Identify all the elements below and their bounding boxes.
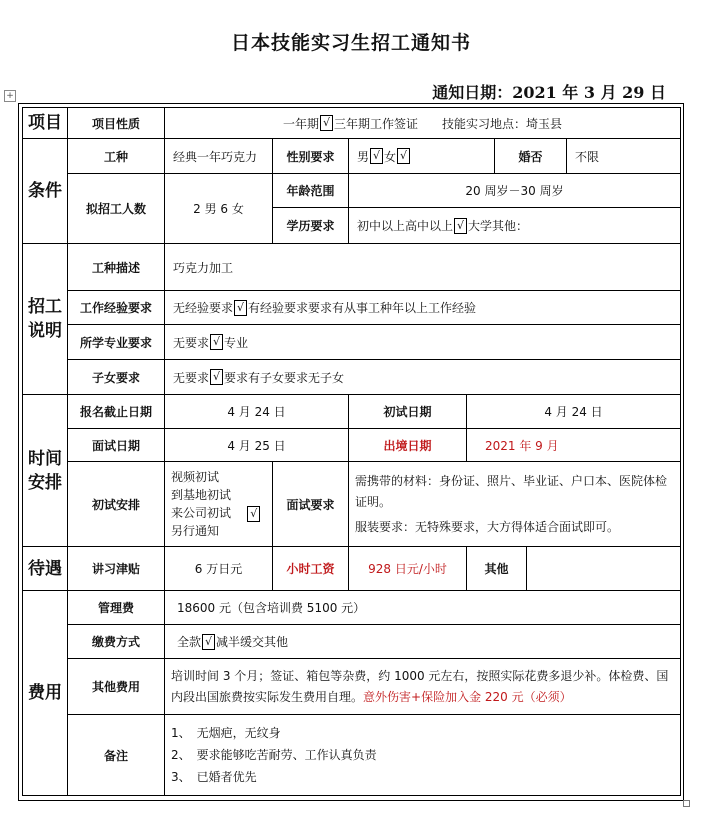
arrangement-options	[164, 461, 272, 546]
headcount-value: 2 男 6 女	[164, 173, 272, 243]
interview-req-value	[348, 461, 680, 546]
interview-req-label: 面试要求	[272, 461, 348, 546]
marriage-label: 婚否	[494, 139, 566, 173]
hourly-wage-value: 928 日元/小时	[348, 547, 466, 590]
note-item: 2、 要求能够吃苦耐劳、工作认真负责	[171, 748, 377, 762]
table-resize-handle-icon[interactable]	[683, 800, 690, 807]
arrangement-option-text: 来公司初试	[171, 506, 232, 520]
gender-value	[348, 139, 494, 173]
departure-date-label: 出境日期	[348, 428, 466, 461]
checkbox-icon[interactable]: √	[370, 148, 383, 164]
other-treatment-label: 其他	[466, 547, 526, 590]
other-fees-value	[164, 658, 680, 714]
departure-date-value: 2021 年 9 月	[466, 428, 680, 461]
section-label-fees: 费用	[28, 683, 62, 703]
section-label-description: 招工 说明	[28, 297, 62, 341]
notes-value	[164, 714, 680, 795]
term-three-year-location-text: 三年期工作签证 技能实习地点：埼玉县	[334, 116, 563, 131]
education-options-text: 初中以上高中以上	[357, 219, 454, 233]
management-fee-value: 18600 元（包含培训费 5100 元）	[164, 591, 680, 624]
table-move-handle-icon[interactable]: +	[4, 90, 16, 102]
note-item: 3、 已婚者优先	[171, 770, 257, 784]
checkbox-icon[interactable]: √	[397, 148, 410, 164]
children-required-text: 要求有子女要求无子女	[224, 370, 345, 385]
arrangement-option: 另行通知	[171, 524, 220, 538]
job-desc-label: 工种描述	[67, 244, 164, 290]
children-none-text: 无要求	[173, 370, 210, 385]
recruitment-table	[18, 103, 684, 801]
insurance-fee-text: 意外伤害+保险加入金 220 元（必须）	[363, 689, 572, 704]
payment-other-text: 减半缓交其他	[216, 635, 289, 649]
section-project	[22, 107, 681, 139]
gender-male-text: 男	[357, 149, 370, 164]
section-treatment	[22, 546, 681, 591]
arrangement-option: 到基地初试	[171, 488, 232, 502]
interview-materials-text: 需携带的材料：身份证、照片、毕业证、户口本、医院体检证明。	[355, 473, 668, 509]
note-item: 1、 无烟疤，无纹身	[171, 726, 281, 740]
education-label: 学历要求	[272, 207, 348, 243]
checkbox-icon[interactable]: √	[320, 115, 333, 131]
section-label-schedule: 时间 安排	[28, 448, 62, 493]
management-fee-label: 管理费	[67, 591, 164, 624]
major-none-text: 无要求	[173, 335, 210, 350]
education-other-text: 大学其他：	[468, 219, 529, 233]
job-desc-value: 巧克力加工	[164, 244, 680, 290]
section-label-treatment: 待遇	[28, 558, 62, 579]
headcount-label: 拟招工人数	[67, 173, 164, 243]
other-fees-text: 培训时间 3 个月；签证、箱包等杂费，约 1000 元左右，按照实际花费多退少补。体检费、国内段出国旅费按实际发生费用自理。	[171, 668, 669, 704]
job-type-label: 工种	[67, 139, 164, 173]
gender-label: 性别要求	[272, 139, 348, 173]
term-one-year-text: 一年期	[282, 116, 319, 131]
section-fees	[22, 590, 681, 796]
section-schedule	[22, 394, 681, 547]
notice-date: 通知日期：2021 年 3 月 29 日	[432, 83, 666, 102]
checkbox-icon[interactable]: √	[210, 369, 223, 385]
education-value	[348, 207, 680, 243]
payment-method-value	[164, 624, 680, 658]
document-title: 日本技能实习生招工通知书	[230, 32, 471, 54]
checkbox-icon[interactable]: √	[247, 506, 260, 522]
marriage-value: 不限	[566, 139, 680, 173]
notes-label: 备注	[67, 714, 164, 795]
age-value: 20 周岁－30 周岁	[348, 173, 680, 207]
payment-method-label: 缴费方式	[67, 624, 164, 658]
first-test-date-value: 4 月 24 日	[466, 395, 680, 428]
interview-date-value: 4 月 25 日	[164, 428, 348, 461]
children-label: 子女要求	[67, 359, 164, 394]
interview-date-label: 面试日期	[67, 428, 164, 461]
deadline-value: 4 月 24 日	[164, 395, 348, 428]
section-conditions	[22, 138, 681, 244]
deadline-label: 报名截止日期	[67, 395, 164, 428]
checkbox-icon[interactable]: √	[454, 218, 467, 234]
experience-value	[164, 290, 680, 324]
job-type-value: 经典一年巧克力	[164, 139, 272, 173]
gender-female-text: 女	[384, 149, 397, 164]
section-label-conditions: 条件	[28, 181, 62, 201]
children-value	[164, 359, 680, 394]
age-label: 年龄范围	[272, 173, 348, 207]
checkbox-icon[interactable]: √	[234, 300, 247, 316]
payment-full-text: 全款	[177, 635, 202, 649]
section-label-project: 项目	[28, 113, 62, 133]
first-test-date-label: 初试日期	[348, 395, 466, 428]
major-label: 所学专业要求	[67, 324, 164, 359]
checkbox-icon[interactable]: √	[210, 334, 223, 350]
allowance-value: 6 万日元	[164, 547, 272, 590]
other-treatment-value	[526, 547, 680, 590]
experience-none-text: 无经验要求	[173, 301, 234, 315]
experience-label: 工作经验要求	[67, 290, 164, 324]
arrangement-option	[171, 504, 261, 522]
major-specific-text: 专业	[224, 335, 249, 350]
project-nature-value	[164, 108, 680, 138]
experience-required-text: 有经验要求要求有从事工种年以上工作经验	[248, 301, 477, 315]
section-description	[22, 243, 681, 395]
checkbox-icon[interactable]: √	[202, 634, 215, 650]
project-nature-label: 项目性质	[67, 108, 164, 138]
interview-dress-text: 服装要求：无特殊要求，大方得体适合面试即可。	[355, 519, 620, 534]
other-fees-label: 其他费用	[67, 658, 164, 714]
allowance-label: 讲习津贴	[67, 547, 164, 590]
hourly-wage-label: 小时工资	[272, 547, 348, 590]
arrangement-label: 初试安排	[67, 461, 164, 546]
major-value	[164, 324, 680, 359]
arrangement-option: 视频初试	[171, 470, 220, 484]
